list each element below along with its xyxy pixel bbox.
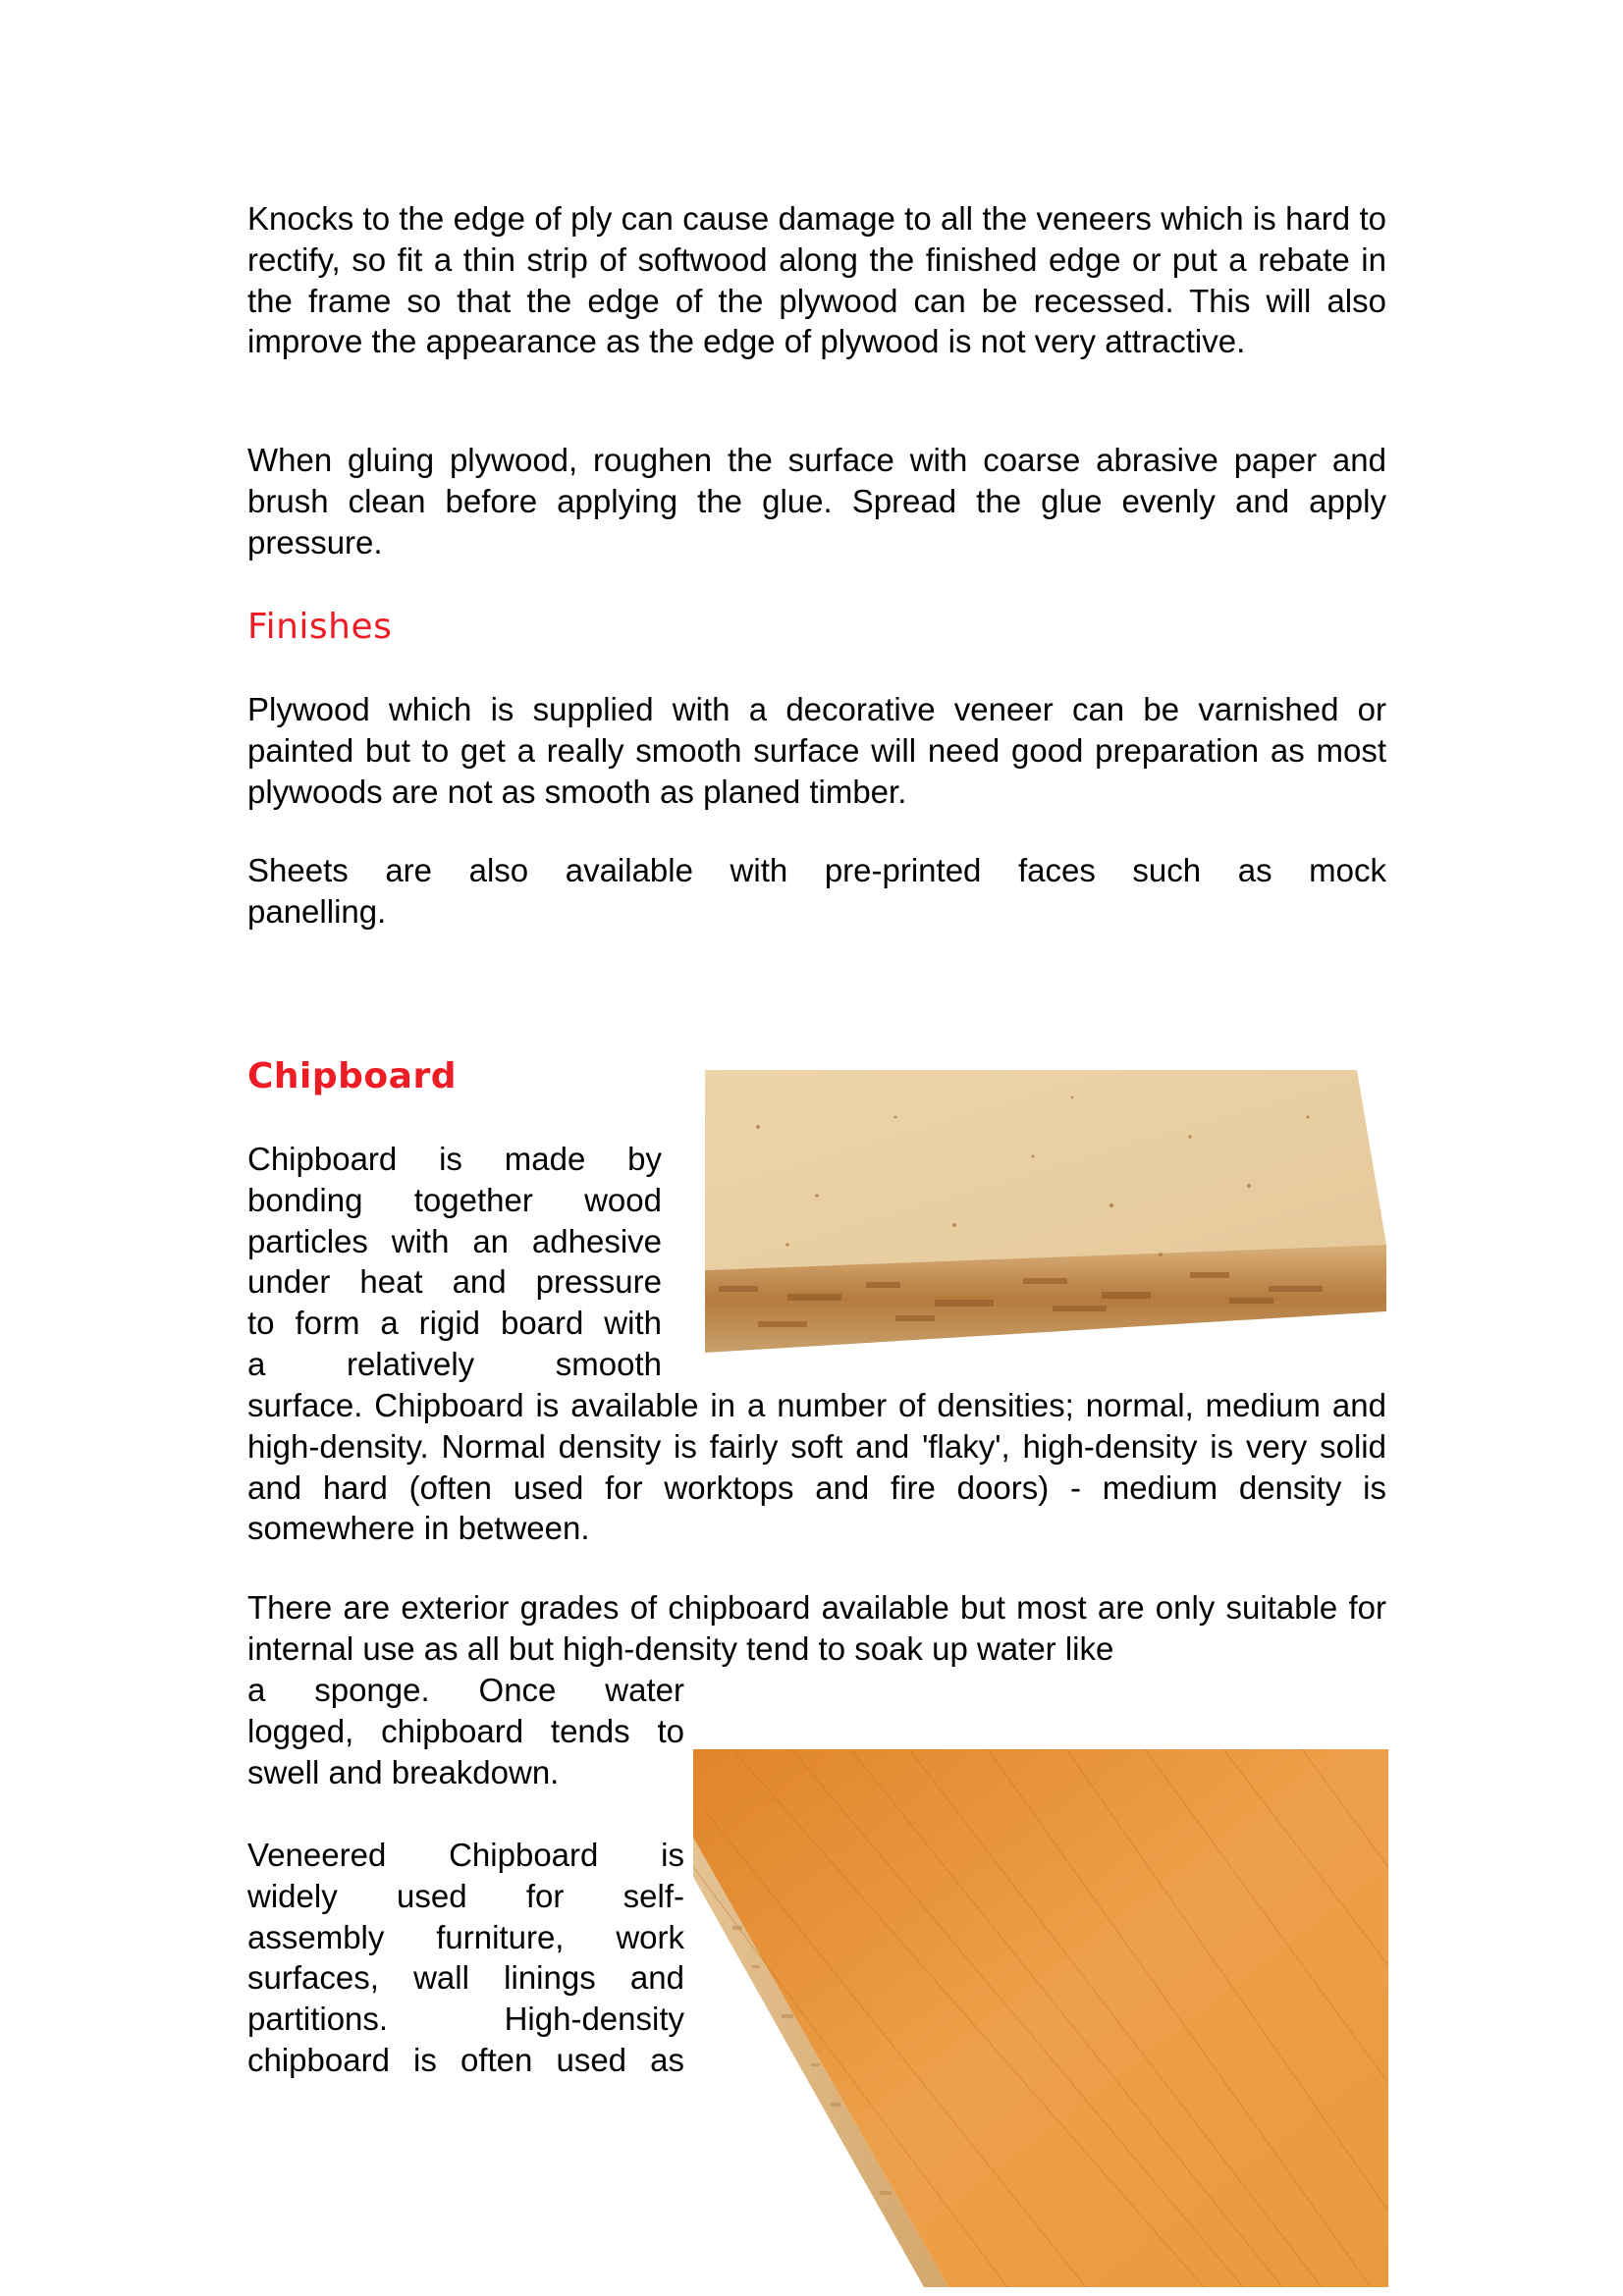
text-line: Chipboard is made by	[247, 1141, 662, 1177]
text-line: under heat and pressure	[247, 1263, 662, 1301]
veneer-face	[693, 1749, 1388, 2287]
text-line: swell and breakdown.	[247, 1753, 560, 1790]
paragraph-gluing: When gluing plywood, roughen the surface with coarse abrasive paper and brush clean before applying the glue. Spread the glue evenly and apply pressure.	[247, 442, 1386, 561]
paragraph-chipboard-2: There are exterior grades of chipboard available but most are only suitable for internal use as all but high-density tend to soak up water like	[247, 1589, 1386, 1667]
paragraph-edge: Knocks to the edge of ply can cause damage to all the veneers which is hard to rectify, so fit a thin strip of softwood along the finished edge or put a rebate in the frame so that the edge of the plywood can be recessed. This will also improve the appearance as the edge of plywood is not very attractive.	[247, 200, 1386, 360]
text-line: partitions. High-density	[247, 2001, 684, 2038]
paragraph-finishes-1: Plywood which is supplied with a decorative veneer can be varnished or painted but to get a really smooth surface will need good preparation as most plywoods are not as smooth as planed timber.	[247, 691, 1386, 810]
paragraph-chipboard-2-wrapped	[247, 1670, 684, 1792]
paragraph-chipboard-1-wrapped	[247, 1139, 662, 1385]
paragraph-chipboard-1-rest: surface. Chipboard is available in a number of densities; normal, medium and high-density. Normal density is fairly soft and 'flaky', high-density is very solid and hard (often used for worktops and fire doors) - medium density is somewhere in between.	[247, 1387, 1386, 1547]
text-line: a relatively smooth	[247, 1345, 662, 1382]
text-line: surfaces, wall linings and	[247, 1959, 684, 1997]
paragraph-veneered	[247, 1835, 684, 2081]
heading-finishes: Finishes	[247, 607, 393, 647]
text-line: assembly furniture, work	[247, 1918, 684, 1955]
text-line: to form a rigid board with	[247, 1305, 662, 1342]
text-line: logged, chipboard tends to	[247, 1712, 684, 1749]
paragraph-finishes-2: Sheets are also available with pre-printed faces such as mock panelling.	[247, 852, 1386, 930]
text-line: bonding together wood	[247, 1181, 662, 1218]
text-line: chipboard is often used as	[247, 2041, 684, 2078]
text-line: particles with an adhesive	[247, 1222, 662, 1259]
heading-chipboard: Chipboard	[247, 1056, 457, 1096]
text-line: Veneered Chipboard is	[247, 1837, 684, 1873]
veneered-chipboard-image	[693, 1749, 1388, 2287]
chipboard-image	[699, 1058, 1386, 1370]
chipboard-face	[705, 1070, 1386, 1270]
text-line: widely used for self-	[247, 1877, 684, 1914]
text-line: a sponge. Once water	[247, 1672, 684, 1708]
